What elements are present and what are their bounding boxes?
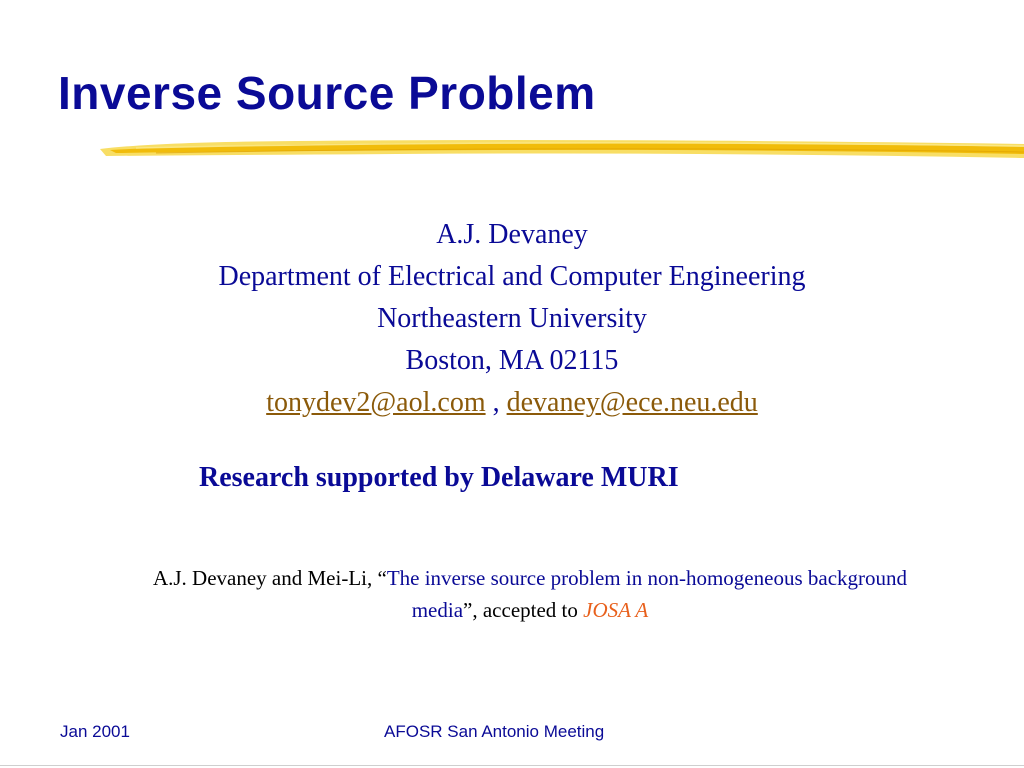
author-department: Department of Electrical and Computer Engineering [218,261,806,292]
footer-date: Jan 2001 [60,722,130,741]
author-block [0,214,1024,424]
author-name: A.J. Devaney [436,219,588,250]
email-link-neu[interactable]: devaney@ece.neu.edu [506,387,758,418]
citation [120,562,940,626]
footer-divider [0,765,1024,766]
citation-status: ”, accepted to [463,598,584,622]
slide-title: Inverse Source Problem [58,67,596,119]
author-emails [0,382,1024,424]
email-link-aol[interactable]: tonydev2@aol.com [266,387,486,418]
author-university: Northeastern University [377,303,647,334]
citation-journal: JOSA A [583,598,649,622]
email-separator: , [485,387,507,418]
research-support-note: Research supported by Delaware MURI [199,462,679,493]
footer-event: AFOSR San Antonio Meeting [384,722,605,741]
title-underline-brushstroke [96,128,1024,168]
author-location: Boston, MA 02115 [405,345,619,376]
citation-authors: A.J. Devaney and Mei-Li, “ [152,566,387,590]
citation-title: The inverse source problem in non-homogeneous background media [386,566,908,622]
